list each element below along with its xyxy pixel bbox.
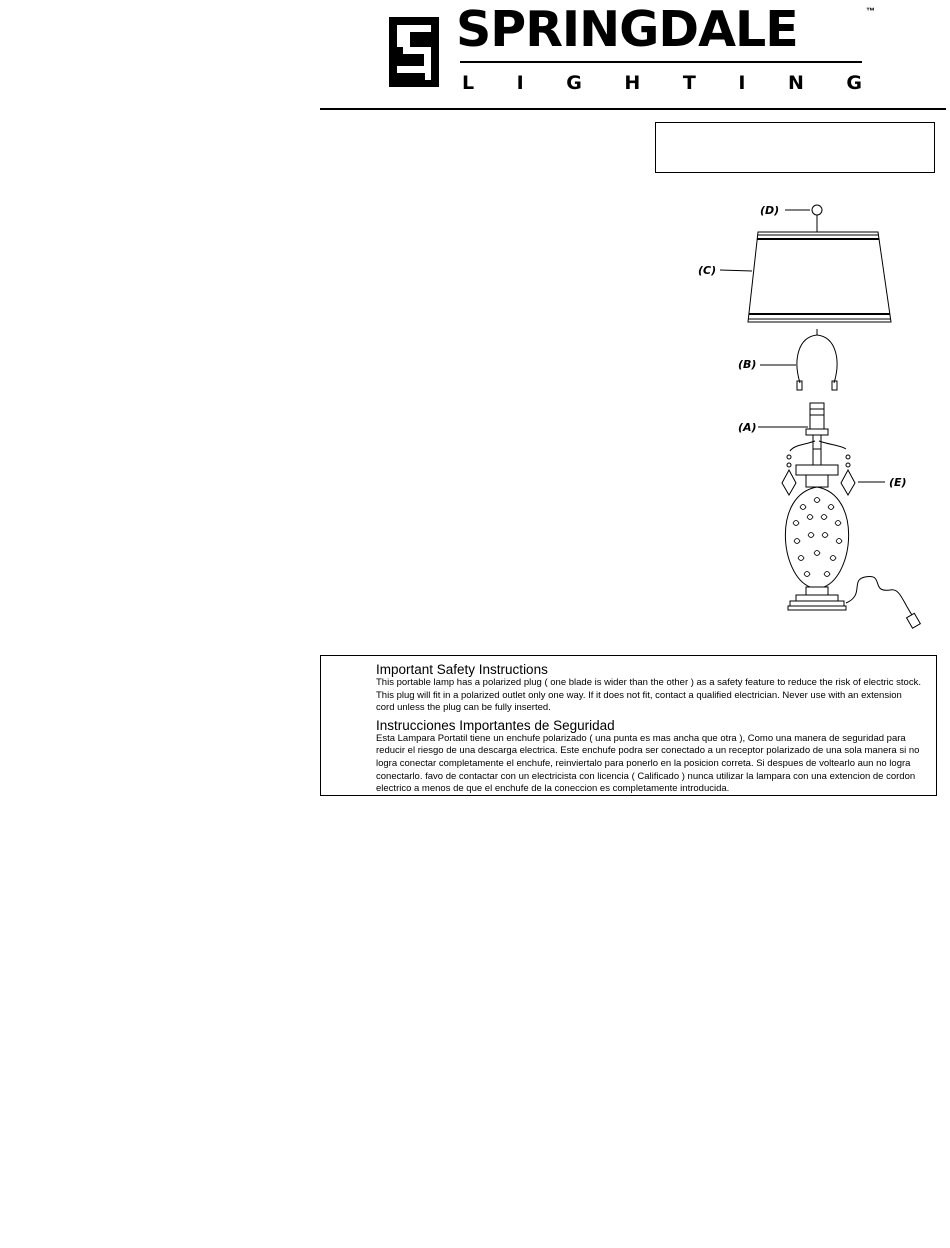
lamp-body (785, 449, 848, 610)
brand-subtitle-letter: T (682, 72, 696, 94)
springdale-logo-icon (389, 17, 439, 87)
body-pattern (793, 498, 842, 577)
spanish-safety-text: Esta Lampara Portatil tiene un enchufe polarizado ( una punta es mas ancha que otra ), Como una manera de seguridad para reducir el riesgo de una descarga electrica. Este enchufe podra ser conectado a un receptor polarizado de una sola manera si no logra conectar completamente el enchufe, reinviertalo para ponerlo en la posicion correta. Si despues de voltearlo aun no logra conectarlo. favo de contactar con un electricista con licencia ( Calificado ) nunca utilizar la lampara con una extencion de cordon electrico a menos de que el enchufe de la coneccion es completamente introducida. (376, 732, 920, 795)
lamp-parts-diagram (690, 195, 935, 640)
brand-divider (460, 61, 862, 63)
brand-subtitle (462, 72, 862, 94)
label-e: (E) (889, 476, 907, 489)
brand-subtitle-letter: I (516, 72, 524, 94)
brand-subtitle-letter: H (624, 72, 641, 94)
label-a: (A) (738, 421, 757, 434)
shade-part (748, 232, 891, 322)
brand-subtitle-letter: N (787, 72, 804, 94)
brand-subtitle-letter: G (846, 72, 862, 94)
brand-name: SPRINGDALE (456, 1, 798, 58)
label-d: (D) (760, 204, 780, 217)
power-cord (846, 576, 912, 615)
plug-icon (907, 613, 921, 628)
label-c: (C) (698, 264, 717, 277)
header-divider (320, 108, 946, 110)
brand-subtitle-letter: G (566, 72, 582, 94)
english-safety-title: Important Safety Instructions (376, 662, 548, 677)
spanish-safety-title: Instrucciones Importantes de Seguridad (376, 717, 615, 733)
trademark-symbol: ™ (866, 6, 875, 16)
brand-subtitle-letter: L (462, 72, 475, 94)
brand-subtitle-letter: I (738, 72, 746, 94)
label-b: (B) (738, 358, 757, 371)
finial-part (812, 205, 822, 215)
safety-instructions-box (320, 655, 937, 796)
model-note-box (655, 122, 935, 173)
english-safety-text: This portable lamp has a polarized plug ( one blade is wider than the other ) as a safety feature to reduce the risk of electric stock. This plug will fit in a polarized outlet only one way. If it does not fit, contact a qualified electrician. Never use with an extension cord unless the plug can be fully inserted. (376, 677, 921, 714)
harp-part (797, 329, 837, 390)
socket-part (806, 403, 828, 449)
